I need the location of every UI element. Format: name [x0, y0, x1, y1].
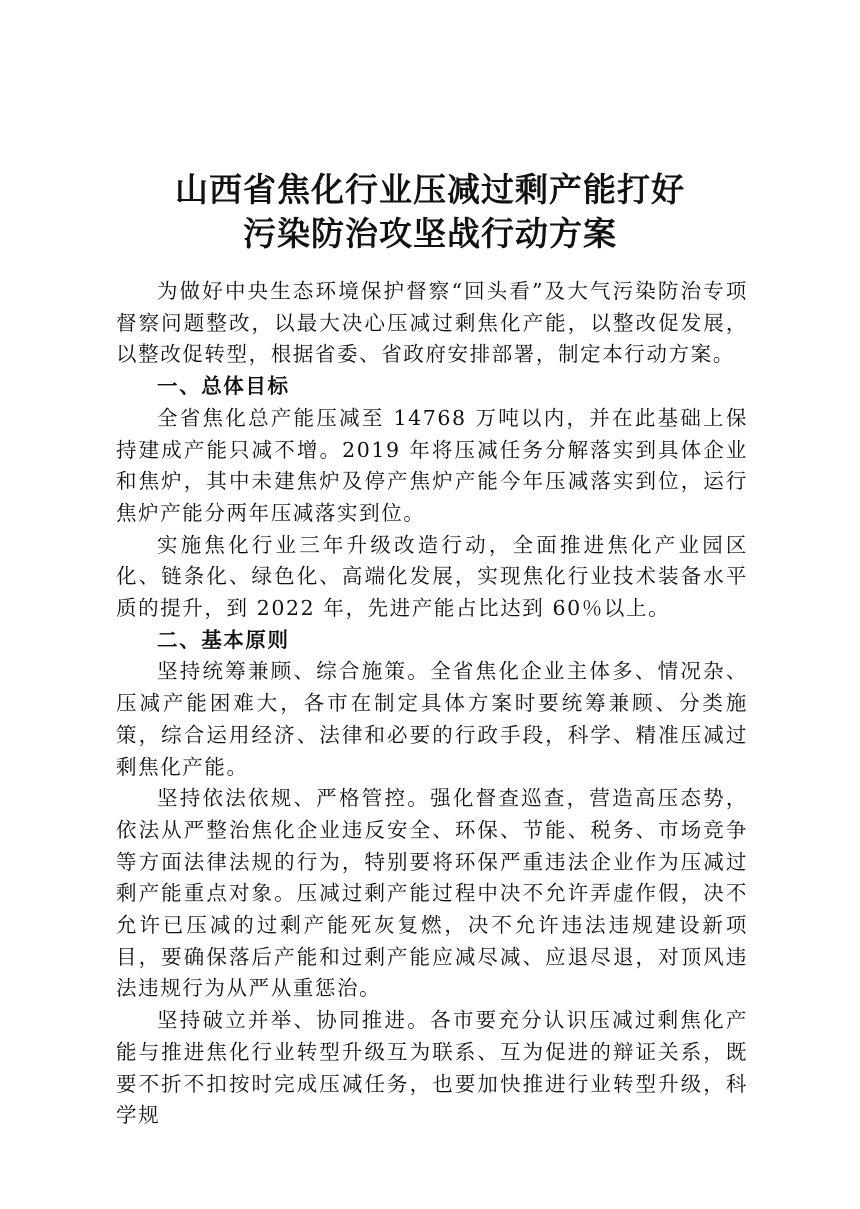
principles-paragraph-1: 坚持统筹兼顾、综合施策。全省焦化企业主体多、情况杂、压减产能困难大，各市在制定具体方案时要统筹兼顾、分类施策，综合运用经济、法律和必要的行政手段，科学、精准压减过剩焦化产能。 [116, 659, 748, 779]
intro-paragraph: 为做好中央生态环境保护督察“回头看”及大气污染防治专项督察问题整改，以最大决心压减过剩焦化产能，以整改促发展，以整改促转型，根据省委、省政府安排部署，制定本行动方案。 [116, 279, 748, 367]
goals-paragraph-2: 实施焦化行业三年升级改造行动，全面推进焦化产业园区化、链条化、绿色化、高端化发展，实现焦化行业技术装备水平质的提升，到 2022 年，先进产能占比达到 60％以上。 [116, 532, 748, 621]
principles-paragraph-3: 坚持破立并举、协同推进。各市要充分认识压减过剩焦化产能与推进焦化行业转型升级互为联系、互为促进的辩证关系，既要不折不扣按时完成压减任务，也要加快推进行业转型升级，科学规 [116, 1008, 748, 1128]
goals-paragraph-1: 全省焦化总产能压减至 14768 万吨以内，并在此基础上保持建成产能只减不增。2019 年将压减任务分解落实到具体企业和焦炉，其中未建焦炉及停产焦炉产能今年压减落实到位，运行焦炉产能分两年压减落实到位。 [116, 405, 748, 525]
section-heading-principles: 二、基本原则 [157, 627, 290, 652]
document-title-line-1: 山西省焦化行业压减过剩产能打好 [175, 170, 685, 209]
section-heading-goals: 一、总体目标 [157, 374, 290, 399]
principles-paragraph-2: 坚持依法依规、严格管控。强化督查巡查，营造高压态势，依法从严整治焦化企业违反安全、环保、节能、税务、市场竞争等方面法律法规的行为，特别要将环保严重违法企业作为压减过剩产能重点对象。压减过剩产能过程中决不允许弄虚作假，决不允许已压减的过剩产能死灰复燃，决不允许违法违规建设新项目，要确保落后产能和过剩产能应减尽减、应退尽退，对顶风违法违规行为从严从重惩治。 [116, 786, 748, 1001]
document-body [116, 276, 748, 1132]
document-title-line-2: 污染防治攻坚战行动方案 [243, 214, 617, 253]
